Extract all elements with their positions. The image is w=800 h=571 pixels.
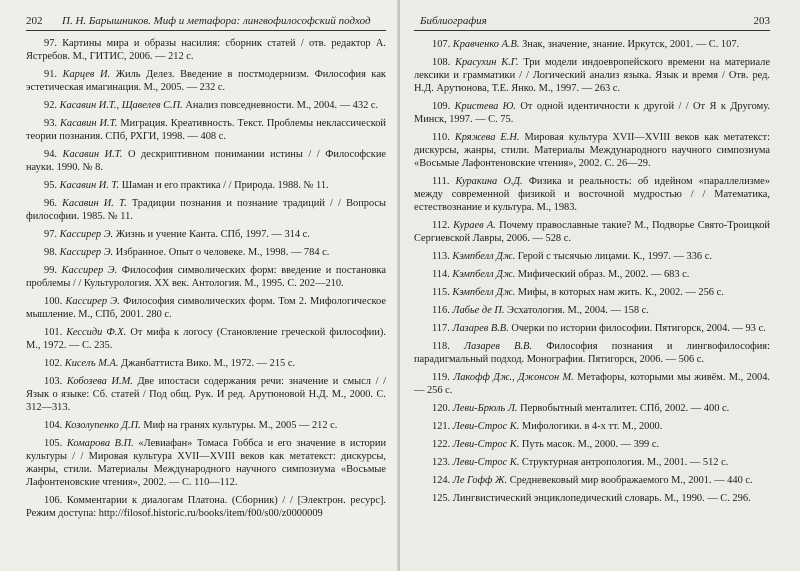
right-header-title: Библиография — [420, 15, 487, 27]
entry-author: Леви-Брюль Л. — [452, 403, 518, 414]
entry-text: Философия символических форм: введение и постановка проблемы / / Культурология. XX век. Антология. М., 1995. С. 202—210. — [26, 265, 386, 289]
bibliography-entry — [414, 250, 770, 263]
entry-number: 123. — [432, 457, 451, 468]
entry-author: Лазарев В.В. — [452, 323, 509, 334]
entry-text: Жиль Делез. Введение в постмодернизм. Философия как эстетическая имагинация. М., 2005. — 232 с. — [26, 69, 386, 93]
entry-text: Миф на гранях культуры. М., 2005 — 212 с. — [140, 420, 338, 431]
entry-author: Киселъ М.А. — [64, 358, 119, 369]
entry-author: Кристева Ю. — [454, 101, 516, 112]
bibliography-entry — [26, 99, 386, 112]
entry-author: Кобозева И.М. — [66, 376, 133, 387]
entry-text: Избранное. Опыт о человеке. М., 1998. — 784 с. — [113, 247, 330, 258]
entry-author: Кэмпбелл Дж. — [452, 287, 516, 298]
entry-text: Шаман и его практика / / Природа. 1988. № 11. — [119, 180, 329, 191]
entry-number: 118. — [432, 341, 450, 352]
entry-author: Карцев И. — [62, 69, 111, 80]
entry-text: Мифический образ. М., 2002. — 683 с. — [515, 269, 690, 280]
entry-text: От одной идентичности к другой / / От Я к Другому. Минск, 1997. — С. 75. — [414, 101, 770, 125]
entry-number: 95. — [44, 180, 57, 191]
bibliography-entry — [26, 246, 386, 259]
entry-author: Куракина О.Д. — [455, 176, 523, 187]
entry-number: 103. — [44, 376, 63, 387]
entry-author: Лакофф Дж., Джонсон М. — [453, 372, 574, 383]
bibliography-entry — [26, 295, 386, 321]
right-page-number: 203 — [753, 15, 770, 27]
entry-text: Мифы, в которых нам жить. К., 2002. — 256 с. — [515, 287, 724, 298]
bibliography-entry — [414, 420, 770, 433]
entry-number: 125. — [432, 493, 451, 504]
bibliography-entry — [26, 326, 386, 352]
entry-author: Касавин И.Т., Щавелев С.П. — [59, 100, 183, 111]
entry-text: Структурная антропология. М., 2001. — 512 с. — [519, 457, 729, 468]
entry-author: Кассирер Э. — [59, 229, 114, 240]
entry-number: 94. — [44, 149, 57, 160]
entry-number: 109. — [432, 101, 451, 112]
bibliography-entry — [414, 219, 770, 245]
entry-author: Леви-Строс К. — [452, 421, 520, 432]
entry-author: Комарова В.П. — [66, 438, 134, 449]
left-running-header — [26, 10, 386, 31]
entry-number: 92. — [44, 100, 57, 111]
entry-number: 113. — [432, 251, 450, 262]
entry-text: Герой с тысячью лицами. К., 1997. — 336 с. — [515, 251, 712, 262]
entry-number: 99. — [44, 265, 57, 276]
bibliography-entry — [414, 56, 770, 95]
bibliography-entry — [26, 197, 386, 223]
bibliography-entry — [26, 437, 386, 489]
entry-number: 121. — [432, 421, 451, 432]
entry-text: Первобытный менталитет. СПб, 2002. — 400 с. — [517, 403, 730, 414]
left-page-number: 202 — [26, 15, 43, 27]
entry-text: Джанбаттиста Вико. М., 1972. — 215 с. — [118, 358, 296, 369]
bibliography-entry — [414, 131, 770, 170]
right-page — [400, 0, 800, 571]
entry-text: О дескриптивном понимании истины / / Философские науки. 1990. № 8. — [26, 149, 386, 173]
entry-text: Мифологики. в 4-х тт. М., 2000. — [519, 421, 663, 432]
entry-author: Леви-Строс К. — [452, 457, 520, 468]
entry-number: 114. — [432, 269, 450, 280]
entry-text: Почему православные такие? М., Подворье Свято-Троицкой Сергиевской Лавры, 2006. — 528 с. — [414, 220, 770, 244]
bibliography-entry — [26, 264, 386, 290]
entry-number: 101. — [44, 327, 63, 338]
bibliography-entry — [414, 100, 770, 126]
entry-author: Кассирер Э. — [59, 247, 114, 258]
entry-number: 100. — [44, 296, 63, 307]
entry-text: Анализ повседневности. М., 2004. — 432 с. — [182, 100, 379, 111]
entry-text: Лингвистический энциклопедический словарь. М., 1990. — С. 296. — [452, 493, 751, 504]
bibliography-entry — [414, 175, 770, 214]
entry-text: Две ипостаси содержания речи: значение и смысл / / Язык о языке: Сб. статей / Под общ. Рук. И ред. Арутюновой Н.Д. М., 2000. С. 312—313. — [26, 376, 386, 413]
entry-author: Кассирер Э. — [61, 265, 118, 276]
entry-number: 119. — [432, 372, 450, 383]
entry-author: Кравченко А.В. — [452, 39, 520, 50]
entry-author: Кряжева Е.Н. — [454, 132, 520, 143]
right-running-header — [414, 10, 770, 31]
bibliography-entry — [414, 268, 770, 281]
entry-text: Миграция. Креативность. Текст. Проблемы неклассической теории познания. СПб, РХГИ, 1998. — 408 с. — [26, 118, 386, 142]
bibliography-entry — [414, 38, 770, 51]
bibliography-entry — [26, 228, 386, 241]
left-bibliography-list — [26, 37, 386, 520]
entry-number: 106. — [44, 495, 63, 506]
right-bibliography-list — [414, 37, 770, 505]
bibliography-entry — [414, 286, 770, 299]
entry-author: Ле Гофф Ж. — [452, 475, 508, 486]
entry-number: 107. — [432, 39, 451, 50]
entry-number: 91. — [44, 69, 57, 80]
entry-text: Метафоры, которыми мы живём. М., 2004. — 256 с. — [414, 372, 770, 396]
left-header-title: П. Н. Барышников. Миф и метафора: лингвофилософский подход — [62, 15, 371, 27]
entry-number: 122. — [432, 439, 451, 450]
entry-text: «Левиафан» Томаса Гоббса и его значение в истории культуры / / Мировая культура XVII—XVIII веков как метатекст: дискурсы, жанры, стили. Материалы Международного научного симпозиума «Восьмые Лафонтеновские чтения», 2002. — С. 110—112. — [26, 438, 387, 488]
entry-text: Три модели индоевропейского времени на материале лексики и грамматики / / Логический анализ языка. Язык и время / Отв. ред. Н.Д. Арутюнова, Т.Е. Янко. М., 1997. — 263 с. — [414, 57, 770, 94]
entry-author: Касавин И.Т. — [60, 118, 118, 129]
bibliography-entry — [414, 402, 770, 415]
bibliography-entry — [414, 340, 770, 366]
entry-text: Эсхатология. М., 2004. — 158 с. — [504, 305, 649, 316]
bibliography-entry — [414, 456, 770, 469]
entry-number: 105. — [44, 438, 63, 449]
entry-number: 120. — [432, 403, 451, 414]
bibliography-entry — [26, 68, 386, 94]
entry-number: 117. — [432, 323, 450, 334]
entry-number: 97. — [44, 229, 57, 240]
entry-number: 98. — [44, 247, 57, 258]
entry-text: От мифа к логосу (Становление греческой философии). М., 1972. — С. 235. — [26, 327, 386, 351]
entry-text: Философия познания и лингвофилософия: парадигмальный подход. Монография. Пятигорск, 2006. — 506 с. — [414, 341, 770, 365]
bibliography-entry — [414, 322, 770, 335]
bibliography-entry — [26, 357, 386, 370]
bibliography-entry — [26, 117, 386, 143]
entry-author: Кэмпбелл Дж. — [452, 269, 516, 280]
entry-text: Философия символических форм. Том 2. Мифологическое мышление. М., СПб, 2001. 280 с. — [26, 296, 386, 320]
entry-number: 104. — [44, 420, 63, 431]
bibliography-entry — [26, 419, 386, 432]
bibliography-entry — [26, 375, 386, 414]
bibliography-entry — [414, 474, 770, 487]
entry-text: Очерки по истории философии. Пятигорск, 2004. — 93 с. — [508, 323, 766, 334]
bibliography-entry — [26, 179, 386, 192]
entry-number: 110. — [432, 132, 450, 143]
entry-number: 112. — [432, 220, 450, 231]
entry-author: Кассирер Э. — [65, 296, 120, 307]
entry-author: Красухин К.Г. — [455, 57, 519, 68]
entry-number: 116. — [432, 305, 450, 316]
entry-text: Мировая культура XVII—XVIII веков как метатекст: дискурсы, жанры, стили. Материалы Международного научного симпозиума «Восьмые Лафонтеновские чтения», 2002. С. 26—29. — [414, 132, 770, 169]
bibliography-entry — [26, 494, 386, 520]
entry-author: Касавин И. Т. — [59, 180, 120, 191]
entry-author: Касавин И.Т. — [62, 149, 123, 160]
entry-author: Кэмпбелл Дж. — [452, 251, 516, 262]
entry-text: Средневековый мир воображаемого М., 2001. — 440 с. — [507, 475, 753, 486]
entry-number: 124. — [432, 475, 451, 486]
entry-number: 102. — [44, 358, 63, 369]
bibliography-entry — [414, 304, 770, 317]
bibliography-entry — [414, 371, 770, 397]
entry-text: Путь масок. М., 2000. — 399 с. — [519, 439, 660, 450]
bibliography-entry — [26, 148, 386, 174]
entry-text: 97. Картины мира и образы насилия: сборник статей / отв. редактор А. Ястребов. М., ГИТИС, 2006. — 212 с. — [26, 38, 386, 62]
bibliography-entry — [414, 492, 770, 505]
entry-author: Касавин И. Т. — [62, 198, 127, 209]
entry-text: Жизнь и учение Канта. СПб, 1997. — 314 с. — [113, 229, 310, 240]
entry-author: Леви-Строс К. — [452, 439, 520, 450]
entry-author: Кураев А. — [453, 220, 496, 231]
entry-number: 111. — [432, 176, 450, 187]
entry-text: Физика и реальность: об идейном «параллелизме» между современной физикой и восточной мудростью / / Математика, естествознание и культура. М., 1983. — [414, 176, 770, 213]
entry-author: Козолупенко Д.П. — [64, 420, 141, 431]
bibliography-entry — [26, 37, 386, 63]
entry-number: 108. — [432, 57, 451, 68]
bibliography-entry — [414, 438, 770, 451]
entry-number: 93. — [44, 118, 57, 129]
entry-number: 96. — [44, 198, 57, 209]
entry-text: Традиции познания и познание традиций / / Вопросы философии. 1985. № 11. — [26, 198, 386, 222]
entry-author: Кессиди Ф.Х. — [66, 327, 127, 338]
entry-text: Комментарии к диалогам Платона. (Сборник) / / [Электрон. ресурс]. Режим доступа: http://filosof.historic.ru/books/item/f00/s00/z0000009 — [26, 495, 386, 519]
entry-number: 115. — [432, 287, 450, 298]
entry-author: Лазарев В.В. — [464, 341, 532, 352]
entry-text: Знак, значение, знание. Иркутск, 2001. — С. 107. — [519, 39, 740, 50]
entry-author: Лабье де П. — [452, 305, 505, 316]
